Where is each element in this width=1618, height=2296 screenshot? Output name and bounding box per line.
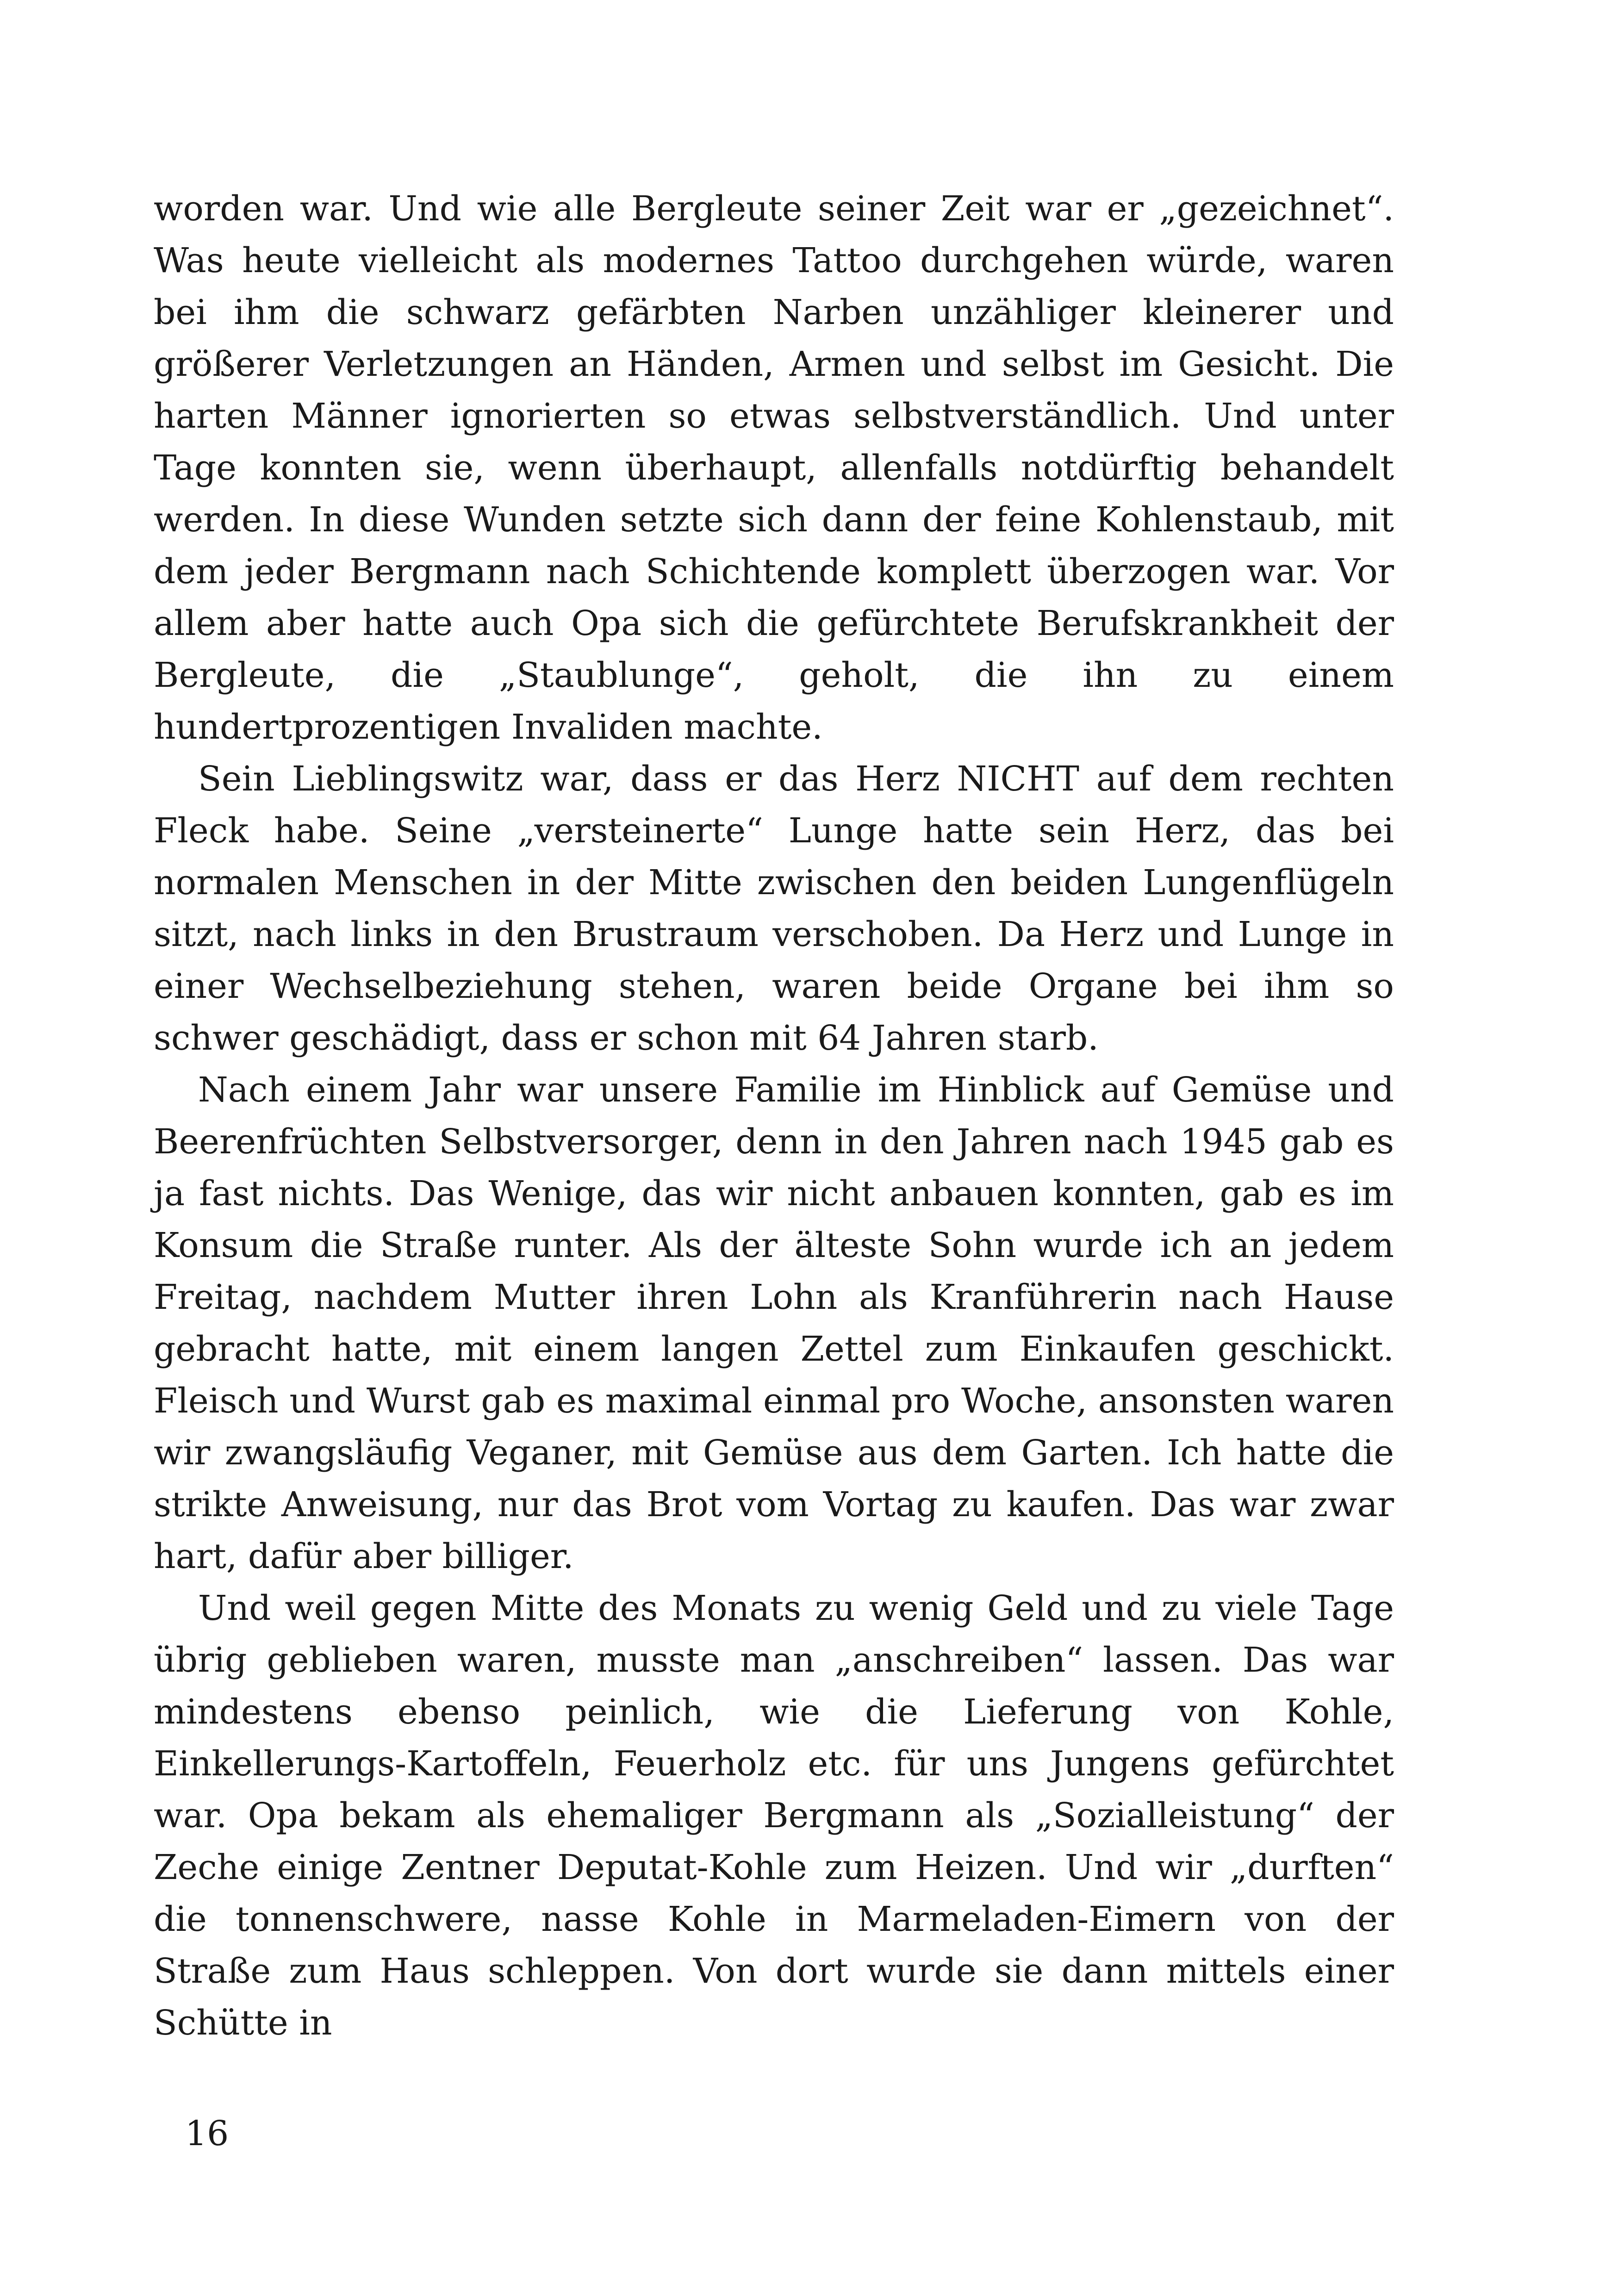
page-number: 16 — [185, 2114, 229, 2153]
paragraph-2: Sein Lieblingswitz war, dass er das Herz NICHT auf dem rechten Fleck habe. Seine „versteinerte“ Lunge hatte sein Herz, das bei normalen Menschen in der Mitte zwischen den beiden Lungenflügeln sitzt, nach links in den Brustraum verschoben. Da Herz und Lunge in einer Wechselbeziehung stehen, waren beide Organe bei ihm so schwer geschädigt, dass er schon mit 64 Jahren starb. — [154, 759, 1394, 1058]
body-text — [154, 183, 1394, 2049]
paragraph-1: worden war. Und wie alle Bergleute seiner Zeit war er „gezeichnet“. Was heute vielleicht als modernes Tattoo durchgehen würde, waren bei ihm die schwarz gefärbten Narben unzähliger kleinerer und größerer Verletzungen an Händen, Armen und selbst im Gesicht. Die harten Männer ignorierten so etwas selbstverständlich. Und unter Tage konnten sie, wenn überhaupt, allenfalls notdürftig behandelt werden. In diese Wunden setzte sich dann der feine Kohlenstaub, mit dem jeder Bergmann nach Schichtende komplett überzogen war. Vor allem aber hatte auch Opa sich die gefürchtete Berufskrankheit der Bergleute, die „Staublunge“, geholt, die ihn zu einem hundertprozentigen Invaliden machte. — [154, 189, 1394, 747]
paragraph-4: Und weil gegen Mitte des Monats zu wenig Geld und zu viele Tage übrig geblieben waren, musste man „anschreiben“ lassen. Das war mindestens ebenso peinlich, wie die Lieferung von Kohle, Einkellerungs-Kartoffeln, Feuerholz etc. für uns Jungens gefürchtet war. Opa bekam als ehemaliger Bergmann als „Sozialleistung“ der Zeche einige Zentner Deputat-Kohle zum Heizen. Und wir „durften“ die tonnenschwere, nasse Kohle in Marmeladen-Eimern von der Straße zum Haus schleppen. Von dort wurde sie dann mittels einer Schütte in — [154, 1588, 1394, 2043]
paragraph-3: Nach einem Jahr war unsere Familie im Hinblick auf Gemüse und Beerenfrüchten Selbstversorger, denn in den Jahren nach 1945 gab es ja fast nichts. Das Wenige, das wir nicht anbauen konnten, gab es im Konsum die Straße runter. Als der älteste Sohn wurde ich an jedem Freitag, nachdem Mutter ihren Lohn als Kranführerin nach Hause gebracht hatte, mit einem langen Zettel zum Einkaufen geschickt. Fleisch und Wurst gab es maximal einmal pro Woche, ansonsten waren wir zwangsläufig Veganer, mit Gemüse aus dem Garten. Ich hatte die strikte Anweisung, nur das Brot vom Vortag zu kaufen. Das war zwar hart, dafür aber billiger. — [154, 1070, 1394, 1576]
